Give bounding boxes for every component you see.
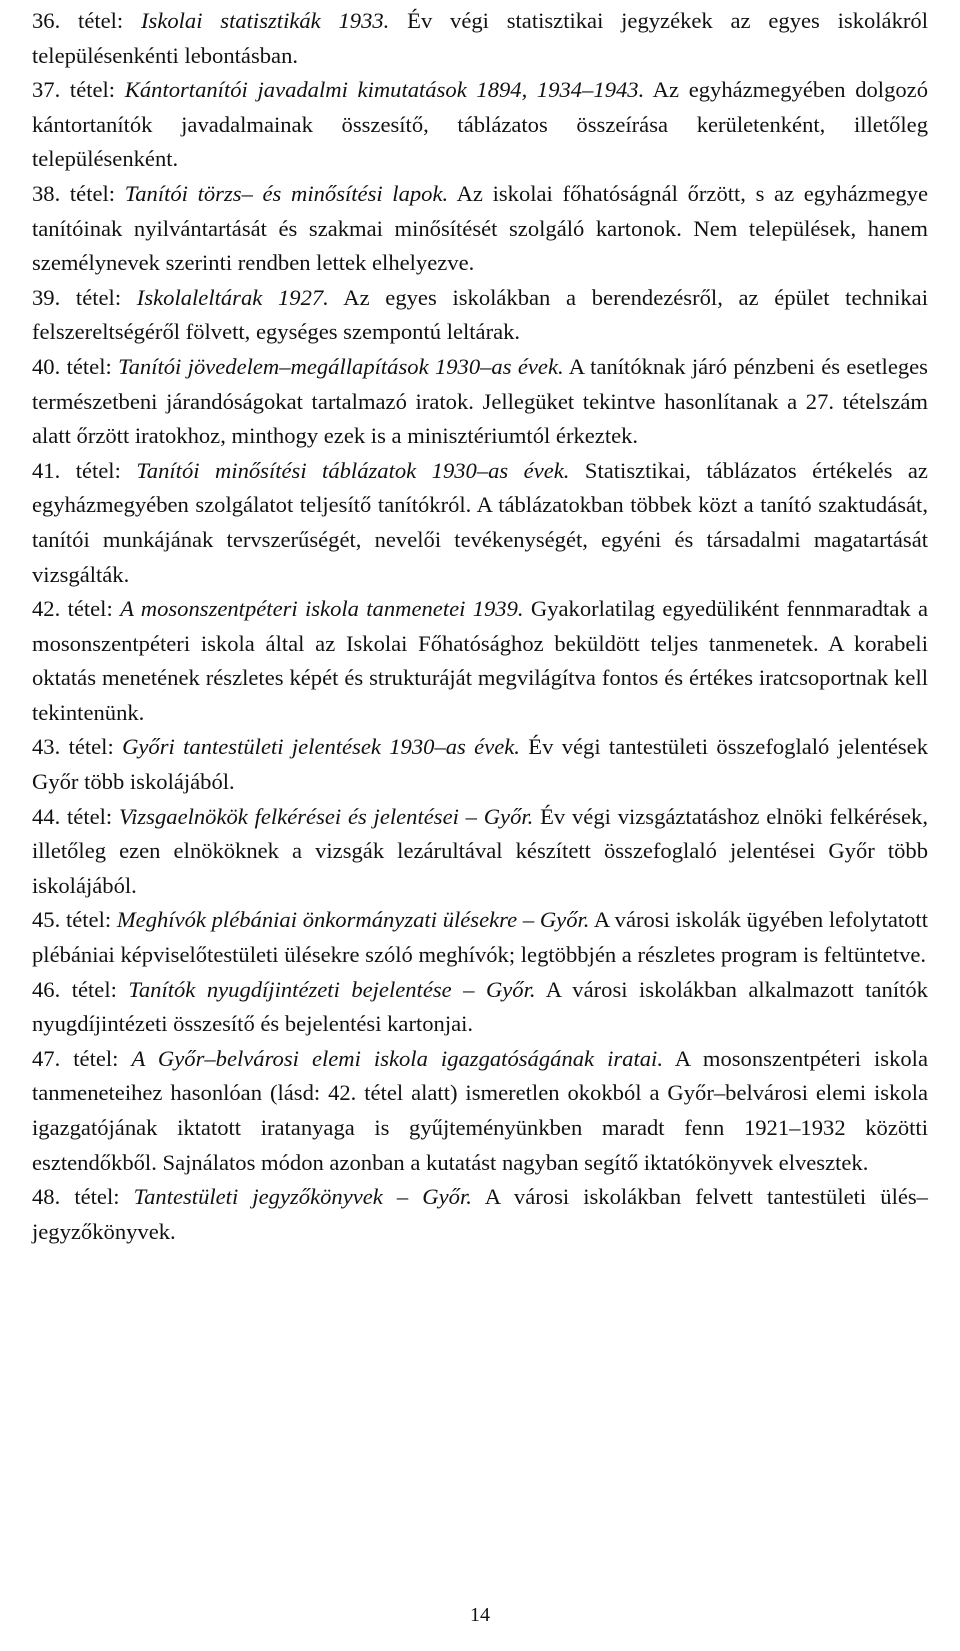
entry-40 [32, 350, 928, 454]
entry-38 [32, 177, 928, 281]
entry-number: 39. tétel: [32, 284, 137, 310]
entry-description: Év végi statisztikai jegyzékek az egyes iskolákról településenkénti lebontásban. [32, 8, 928, 68]
entry-39 [32, 281, 928, 350]
entry-42 [32, 592, 928, 730]
entry-description: A városi iskolákban alkalmazott tanítók nyugdíjintézeti összesítő és bejelentési kartonjai. [32, 976, 928, 1037]
entry-description: Év végi vizsgáztatáshoz elnöki felkérések, illetőleg ezen elnököknek a vizsgák lezárultával készített összefoglaló jelentései Győr több iskolájából. [32, 803, 928, 898]
entry-description: A mosonszentpéteri iskola tanmeneteihez hasonlóan (lásd: 42. tétel alatt) ismeretlen okokból a Győr–belvárosi elemi iskola igazgatójának iktatott iratanyaga is gyűjteményünkben maradt fenn 1921–1932 közötti esztendőkből. Sajnálatos módon azonban a kutatást nagyban segítő iktatókönyvek elvesztek. [32, 1045, 928, 1175]
entry-number: 48. tétel: [32, 1184, 134, 1210]
entry-number: 36. tétel: [32, 8, 141, 33]
entry-description: A városi iskolákban felvett tantestületi ülés–jegyzőkönyvek. [32, 1184, 928, 1244]
entry-title: Tanítói törzs– és minősítési lapok. [124, 180, 449, 206]
entry-number: 42. tétel: [32, 596, 121, 622]
entry-45 [32, 903, 928, 972]
page-number: 14 [470, 1604, 490, 1626]
entry-number: 38. tétel: [32, 180, 125, 206]
entry-description: A tanítóknak járó pénzbeni és esetleges természetbeni járandóságokat tartalmazó iratok. Jellegüket tekintve hasonlítanak a 27. tételszám alatt őrzött iratokhoz, minthogy ezek is a minisztériumtól érkeztek. [32, 353, 928, 449]
entry-description: Statisztikai, táblázatos értékelés az egyházmegyében szolgálatot teljesítő tanítókról. A táblázatokban többek közt a tanító szaktudását, tanítói munkájának tervszerűségét, nevelői tevékenységét, egyéni és társadalmi magatartását vizsgálták. [32, 457, 928, 587]
entry-title: Tanítók nyugdíjintézeti bejelentése – Győr. [128, 976, 536, 1002]
entry-number: 47. tétel: [32, 1045, 132, 1071]
entry-title: Tantestületi jegyzőkönyvek – Győr. [133, 1184, 472, 1210]
entry-title: Iskolai statisztikák 1933. [141, 8, 390, 33]
entry-number: 44. tétel: [32, 803, 119, 829]
document-body [32, 4, 928, 1249]
entry-title: A Győr–belvárosi elemi iskola igazgatóságának iratai. [131, 1045, 663, 1071]
entry-title: Iskolaleltárak 1927. [136, 284, 329, 310]
entry-37 [32, 73, 928, 177]
entry-number: 46. tétel: [32, 976, 129, 1002]
entry-number: 41. tétel: [32, 457, 137, 483]
entry-48 [32, 1180, 928, 1249]
entry-title: Kántortanítói javadalmi kimutatások 1894, 1934–1943. [124, 77, 645, 103]
entry-title: Vizsgaelnökök felkérései és jelentései – Győr. [118, 803, 534, 829]
entry-number: 45. tétel: [32, 907, 117, 933]
entry-description: Az egyes iskolákban a berendezésről, az épület technikai felszereltségéről fölvett, egységes szempontú leltárak. [32, 284, 928, 345]
entry-number: 40. tétel: [32, 353, 119, 379]
entry-description: Az egyházmegyében dolgozó kántortanítók javadalmainak összesítő, táblázatos összeírása kerületenként, illetőleg településenként. [32, 77, 928, 172]
entry-number: 43. tétel: [32, 734, 123, 760]
entry-44 [32, 800, 928, 904]
entry-title: A mosonszentpéteri iskola tanmenetei 1939. [120, 596, 524, 622]
entry-description: Gyakorlatilag egyedüliként fennmaradtak a mosonszentpéteri iskola által az Iskolai Főhatósághoz beküldött teljes tanmenetek. A korabeli oktatás menetének részletes képét és strukturáját megvilágítva fontos és értékes iratcsoportnak kell tekintenünk. [32, 596, 928, 725]
entry-title: Meghívók plébániai önkormányzati ülésekre – Győr. [116, 907, 590, 933]
entry-description: A városi iskolák ügyében lefolytatott plébániai képviselőtestületi ülésekre szóló meghívók; legtöbbjén a részletes program is feltüntetve. [32, 907, 928, 968]
entry-title: Tanítói minősítési táblázatok 1930–as évek. [136, 457, 570, 483]
entry-description: Az iskolai főhatóságnál őrzött, s az egyházmegye tanítóinak nyilvántartását és szakmai minősítését szolgáló kartonok. Nem települések, hanem személynevek szerinti rendben lettek elhelyezve. [32, 180, 928, 276]
entry-36 [32, 4, 928, 73]
entry-46 [32, 973, 928, 1042]
entry-43 [32, 730, 928, 799]
entry-47 [32, 1042, 928, 1180]
entry-41 [32, 454, 928, 592]
entry-title: Tanítói jövedelem–megállapítások 1930–as évek. [118, 353, 564, 379]
entry-number: 37. tétel: [32, 77, 125, 103]
entry-description: Év végi tantestületi összefoglaló jelentések Győr több iskolájából. [32, 734, 929, 795]
entry-title: Győri tantestületi jelentések 1930–as évek. [122, 734, 520, 760]
